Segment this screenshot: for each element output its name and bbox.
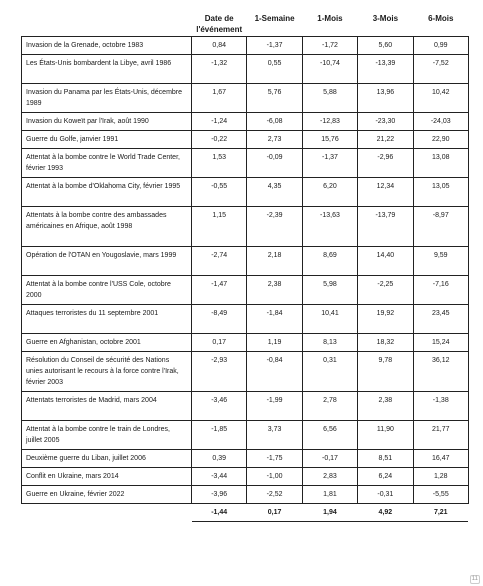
header-row — [22, 13, 469, 37]
value-cell: 13,96 — [358, 84, 413, 113]
value-cell: -3,96 — [192, 486, 247, 504]
value-cell: 13,08 — [413, 149, 468, 178]
value-cell: -3,44 — [192, 468, 247, 486]
event-cell: Attaques terroristes du 11 septembre 2001 — [22, 305, 192, 334]
event-cell: Attentats terroristes de Madrid, mars 2004 — [22, 392, 192, 421]
value-cell: -2,52 — [247, 486, 302, 504]
event-cell: Attentat à la bombe d'Oklahoma City, février 1995 — [22, 178, 192, 207]
event-cell: Guerre du Golfe, janvier 1991 — [22, 131, 192, 149]
event-cell: Opération de l'OTAN en Yougoslavie, mars 1999 — [22, 247, 192, 276]
average-value: 4,92 — [358, 504, 413, 522]
value-cell: -1,37 — [247, 37, 302, 55]
value-cell: -5,55 — [413, 486, 468, 504]
average-row — [22, 504, 469, 522]
value-cell: -7,16 — [413, 276, 468, 305]
value-cell: 8,51 — [358, 450, 413, 468]
value-cell: -3,46 — [192, 392, 247, 421]
value-cell: 0,39 — [192, 450, 247, 468]
value-cell: 13,05 — [413, 178, 468, 207]
events-returns-table — [21, 13, 469, 522]
value-cell: 10,41 — [302, 305, 357, 334]
value-cell: -1,32 — [192, 55, 247, 84]
value-cell: 21,77 — [413, 421, 468, 450]
event-cell: Les États-Unis bombardent la Libye, avril 1986 — [22, 55, 192, 84]
value-cell: 9,59 — [413, 247, 468, 276]
value-cell: 2,38 — [358, 392, 413, 421]
table-row — [22, 450, 469, 468]
header-event-date: Date de l'événement — [196, 14, 243, 34]
value-cell: 5,88 — [302, 84, 357, 113]
value-cell: 2,18 — [247, 247, 302, 276]
value-cell: -1,00 — [247, 468, 302, 486]
value-cell: 2,73 — [247, 131, 302, 149]
table-row — [22, 207, 469, 247]
value-cell: -1,37 — [302, 149, 357, 178]
event-cell: Invasion de la Grenade, octobre 1983 — [22, 37, 192, 55]
value-cell: 18,32 — [358, 334, 413, 352]
value-cell: -2,96 — [358, 149, 413, 178]
value-cell: 1,15 — [192, 207, 247, 247]
value-cell: 9,78 — [358, 352, 413, 392]
value-cell: 10,42 — [413, 84, 468, 113]
table-row — [22, 149, 469, 178]
value-cell: 23,45 — [413, 305, 468, 334]
value-cell: 0,55 — [247, 55, 302, 84]
table-row — [22, 468, 469, 486]
value-cell: 8,13 — [302, 334, 357, 352]
value-cell: 22,90 — [413, 131, 468, 149]
value-cell: -10,74 — [302, 55, 357, 84]
table-row — [22, 334, 469, 352]
value-cell: 0,84 — [192, 37, 247, 55]
value-cell: -12,83 — [302, 113, 357, 131]
value-cell: -0,22 — [192, 131, 247, 149]
value-cell: 8,69 — [302, 247, 357, 276]
value-cell: 2,83 — [302, 468, 357, 486]
value-cell: 1,53 — [192, 149, 247, 178]
header-1-month: 1-Mois — [317, 14, 343, 23]
table-row — [22, 305, 469, 334]
value-cell: 4,35 — [247, 178, 302, 207]
table-row — [22, 113, 469, 131]
document-page — [21, 13, 468, 522]
table-row — [22, 276, 469, 305]
table-row — [22, 392, 469, 421]
table-row — [22, 37, 469, 55]
event-cell: Invasion du Koweït par l'Irak, août 1990 — [22, 113, 192, 131]
event-cell: Attentat à la bombe contre l'USS Cole, octobre 2000 — [22, 276, 192, 305]
value-cell: 3,73 — [247, 421, 302, 450]
value-cell: -1,24 — [192, 113, 247, 131]
value-cell: 21,22 — [358, 131, 413, 149]
value-cell: 0,17 — [192, 334, 247, 352]
value-cell: -1,85 — [192, 421, 247, 450]
value-cell: 12,34 — [358, 178, 413, 207]
value-cell: -13,39 — [358, 55, 413, 84]
value-cell: -1,72 — [302, 37, 357, 55]
value-cell: 5,98 — [302, 276, 357, 305]
event-cell: Attentats à la bombe contre des ambassades américaines en Afrique, août 1998 — [22, 207, 192, 247]
value-cell: 14,40 — [358, 247, 413, 276]
header-3-months: 3-Mois — [372, 14, 399, 23]
header-6-months: 6-Mois — [428, 14, 454, 23]
table-row — [22, 55, 469, 84]
value-cell: 2,78 — [302, 392, 357, 421]
value-cell: 19,92 — [358, 305, 413, 334]
event-cell: Attentat à la bombe contre le train de Londres, juillet 2005 — [22, 421, 192, 450]
value-cell: -8,97 — [413, 207, 468, 247]
event-cell: Résolution du Conseil de sécurité des Nations unies autorisant le recours à la force contre l'Irak, février 2003 — [22, 352, 192, 392]
value-cell: -1,75 — [247, 450, 302, 468]
value-cell: 6,56 — [302, 421, 357, 450]
event-cell: Guerre en Ukraine, février 2022 — [22, 486, 192, 504]
table-row — [22, 247, 469, 276]
value-cell: 6,24 — [358, 468, 413, 486]
value-cell: 5,60 — [358, 37, 413, 55]
value-cell: -1,47 — [192, 276, 247, 305]
average-value: 1,94 — [302, 504, 357, 522]
value-cell: -2,74 — [192, 247, 247, 276]
value-cell: 1,81 — [302, 486, 357, 504]
value-cell: 1,67 — [192, 84, 247, 113]
average-label-cell — [22, 504, 192, 522]
value-cell: 1,28 — [413, 468, 468, 486]
value-cell: -0,09 — [247, 149, 302, 178]
value-cell: 15,76 — [302, 131, 357, 149]
value-cell: -1,38 — [413, 392, 468, 421]
value-cell: -1,99 — [247, 392, 302, 421]
value-cell: 16,47 — [413, 450, 468, 468]
event-cell: Conflit en Ukraine, mars 2014 — [22, 468, 192, 486]
value-cell: -6,08 — [247, 113, 302, 131]
event-cell: Attentat à la bombe contre le World Trade Center, février 1993 — [22, 149, 192, 178]
value-cell: 1,19 — [247, 334, 302, 352]
table-row — [22, 421, 469, 450]
table-row — [22, 131, 469, 149]
value-cell: 6,20 — [302, 178, 357, 207]
table-row — [22, 352, 469, 392]
value-cell: -1,84 — [247, 305, 302, 334]
value-cell: 11,90 — [358, 421, 413, 450]
table-row — [22, 84, 469, 113]
value-cell: -24,03 — [413, 113, 468, 131]
table-row — [22, 486, 469, 504]
event-cell: Guerre en Afghanistan, octobre 2001 — [22, 334, 192, 352]
value-cell: -8,49 — [192, 305, 247, 334]
header-1-week: 1-Semaine — [254, 14, 295, 23]
average-value: 7,21 — [413, 504, 468, 522]
value-cell: 5,76 — [247, 84, 302, 113]
average-value: 0,17 — [247, 504, 302, 522]
value-cell: -0,84 — [247, 352, 302, 392]
value-cell: 15,24 — [413, 334, 468, 352]
value-cell: -0,55 — [192, 178, 247, 207]
value-cell: -2,39 — [247, 207, 302, 247]
value-cell: 0,31 — [302, 352, 357, 392]
event-cell: Invasion du Panama par les États-Unis, décembre 1989 — [22, 84, 192, 113]
event-cell: Deuxième guerre du Liban, juillet 2006 — [22, 450, 192, 468]
value-cell: 36,12 — [413, 352, 468, 392]
value-cell: -13,63 — [302, 207, 357, 247]
table-row — [22, 178, 469, 207]
value-cell: 0,99 — [413, 37, 468, 55]
value-cell: -23,30 — [358, 113, 413, 131]
value-cell: -13,79 — [358, 207, 413, 247]
value-cell: 2,38 — [247, 276, 302, 305]
page-number-badge: 11 — [471, 576, 478, 582]
average-value: -1,44 — [192, 504, 247, 522]
value-cell: -2,25 — [358, 276, 413, 305]
value-cell: -7,52 — [413, 55, 468, 84]
value-cell: -2,93 — [192, 352, 247, 392]
value-cell: -0,17 — [302, 450, 357, 468]
value-cell: -0,31 — [358, 486, 413, 504]
header-event — [22, 13, 192, 37]
